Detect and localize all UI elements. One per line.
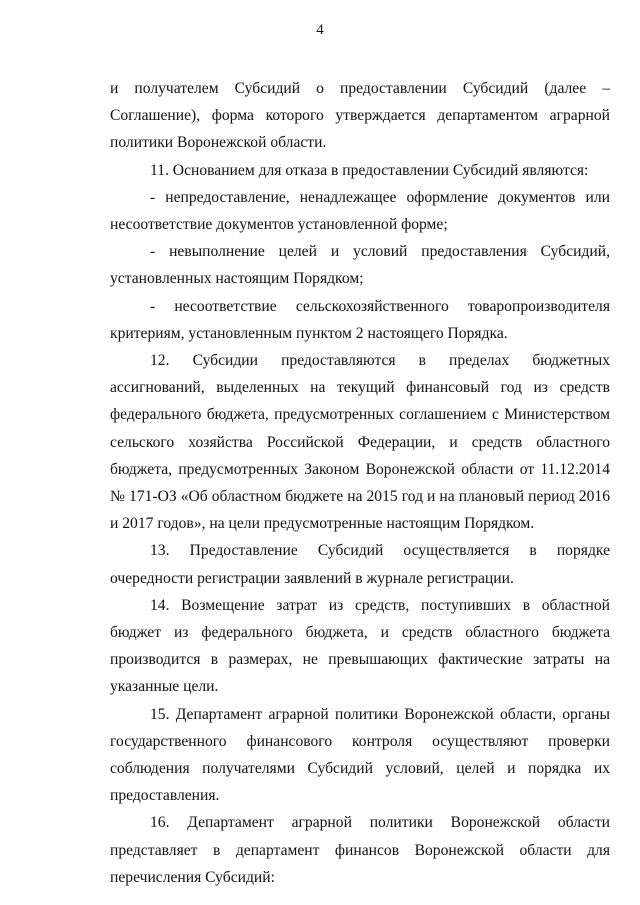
paragraph-15-control: 15. Департамент аграрной политики Воронежской области, органы государственного финансового контроля осуществляют проверки соблюдения получателями Субсидий условий, целей и порядка их предоставления. [110,705,610,805]
paragraph-11-item-documents: - непредоставление, ненадлежащее оформление документов или несоответствие документов установленной форме; [110,188,610,234]
paragraph-11-item-goals: - невыполнение целей и условий предоставления Субсидий, установленных настоящим Порядком; [110,243,610,288]
paragraph-16-submission: 16. Департамент аграрной политики Воронежской области представляет в департамент финансов Воронежской области для перечисления Субсидий: [110,814,610,886]
paragraph-13-order: 13. Предоставление Субсидий осуществляется в порядке очередности регистрации заявлений в журнале регистрации. [110,542,610,587]
page-number: 4 [316,22,324,38]
document-body [110,75,610,891]
paragraph-11-item-criteria: - несоответствие сельскохозяйственного товаропроизводителя критериям, установленным пунктом 2 настоящего Порядка. [110,297,610,342]
paragraph-11-refusal-grounds: 11. Основанием для отказа в предоставлении Субсидий являются: [150,161,589,179]
paragraph-12-budget: 12. Субсидии предоставляются в пределах бюджетных ассигнований, выделенных на текущий финансовый год из средств федерального бюджета, предусмотренных соглашением с Министерством сельского хозяйства Российской Федерации, и средств областного бюджета, предусмотренных Законом Воронежской области от 11.12.2014 № 171-ОЗ «Об областном бюджете на 2015 год и на плановый период 2016 и 2017 годов», на цели предусмотренные настоящим Порядком. [110,352,610,533]
paragraph-agreement-continuation: и получателем Субсидий о предоставлении Субсидий (далее – Соглашение), форма которого утверждается департаментом аграрной политики Воронежской области. [110,80,610,152]
paragraph-14-reimbursement: 14. Возмещение затрат из средств, поступивших в областной бюджет из федерального бюджета, и средств областного бюджета производится в размерах, не превышающих фактические затраты на указанные цели. [110,596,610,696]
